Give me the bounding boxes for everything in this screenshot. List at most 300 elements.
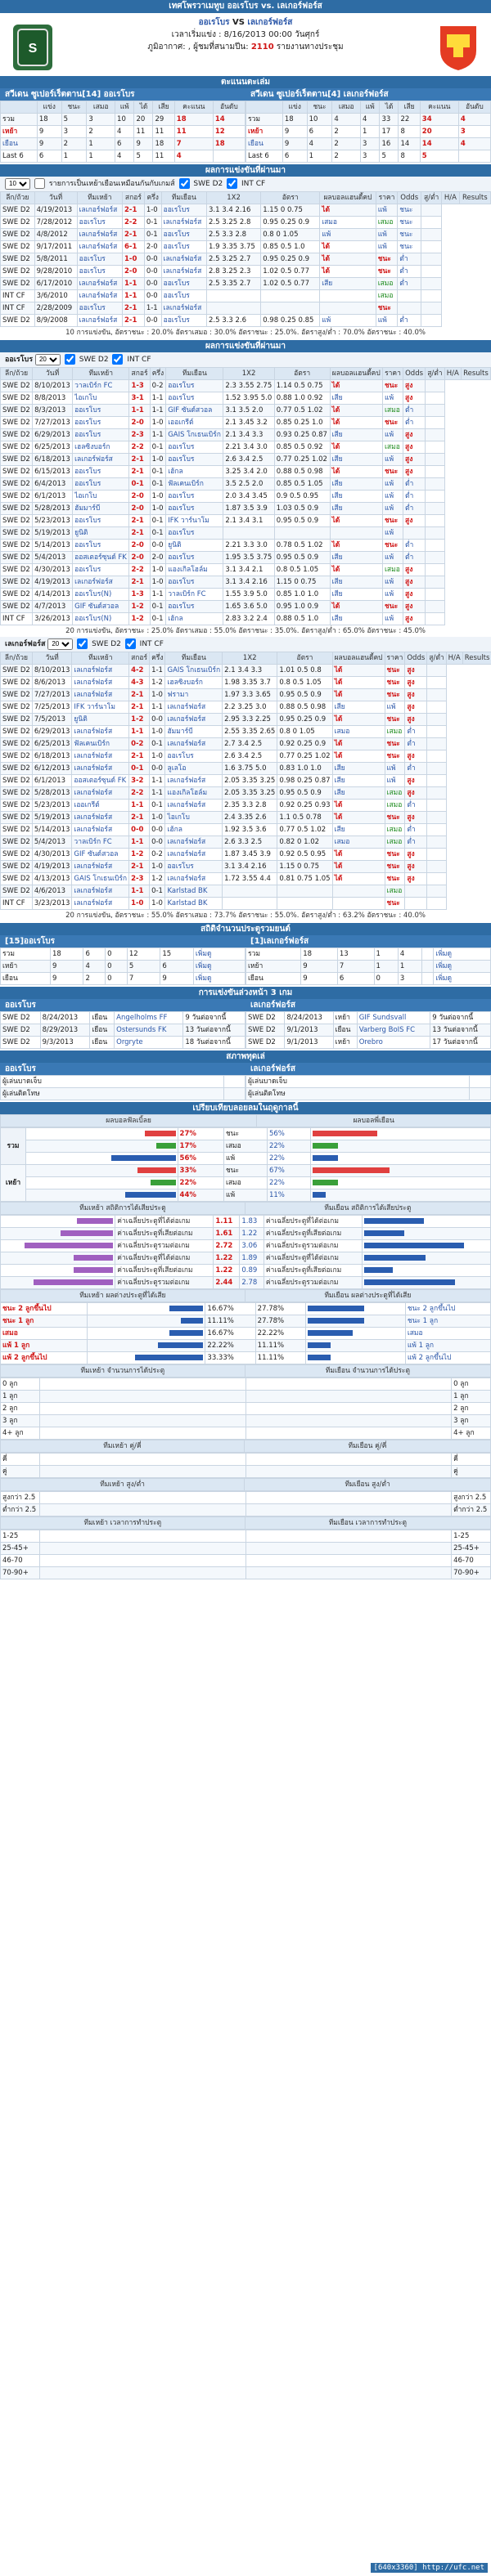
odds-value: 2.0 xyxy=(251,405,264,414)
match-col-header: อัตรา xyxy=(277,652,332,665)
odds-value: 2.5 xyxy=(208,230,223,239)
match-row[interactable] xyxy=(1,253,491,266)
count-bar-right xyxy=(246,1427,452,1440)
standings-cell: 14 xyxy=(399,138,420,150)
diff-bar-right xyxy=(305,1315,405,1328)
odds-value: 2.5 xyxy=(208,316,223,325)
match-extra xyxy=(421,241,442,253)
home-int-cf-checkbox[interactable] xyxy=(112,354,123,365)
match-row[interactable] xyxy=(1,527,491,540)
home-team-name[interactable]: ออเรโบร xyxy=(198,18,230,27)
ou-row-label: รวม xyxy=(1,948,51,961)
match-extra xyxy=(426,441,445,454)
match-handicap xyxy=(261,204,320,217)
match-hdp-result: ได้ xyxy=(332,750,385,763)
home-swe-d2-label: SWE D2 xyxy=(79,356,109,364)
home-recent-filter-bar xyxy=(0,352,491,367)
standings-cell: 5 xyxy=(134,150,153,163)
match-handicap xyxy=(277,885,332,898)
match-row[interactable] xyxy=(1,738,491,750)
match-score: 2-0 xyxy=(129,503,150,515)
upcoming-row[interactable] xyxy=(1,1037,246,1049)
match-ou-result: สูง xyxy=(405,873,427,885)
same-venue-checkbox[interactable] xyxy=(34,178,45,189)
match-date: 8/3/2013 xyxy=(33,405,73,417)
match-half-score: 1-0 xyxy=(144,204,161,217)
handicap-value: 1.15 xyxy=(263,205,281,214)
match-score: 3-2 xyxy=(129,775,150,787)
match-hdp-result: เสีย xyxy=(330,503,383,515)
match-half-score: 1-2 xyxy=(150,677,165,689)
match-row[interactable] xyxy=(1,836,491,849)
odds-value: 5.0 xyxy=(255,764,267,773)
match-result: แพ้ xyxy=(385,701,405,714)
match-handicap xyxy=(277,701,332,714)
match-result: แพ้ xyxy=(383,552,403,564)
standings-row-label: เหย้า xyxy=(1,126,38,138)
match-col-header: ราคา xyxy=(385,652,405,665)
standings-col-header: อันดับ xyxy=(213,101,245,114)
match-ou-result: ต่ำ xyxy=(405,726,427,738)
match-date: 8/10/2013 xyxy=(32,665,72,677)
match-extra xyxy=(421,253,442,266)
odds-value: 3.35 xyxy=(241,788,260,797)
match-home-team: เลเกอร์ฟอร์ส xyxy=(77,241,122,253)
match-date: 6/1/2013 xyxy=(32,775,72,787)
handicap-value: 1.15 xyxy=(276,577,295,586)
compare-group-label: รวม xyxy=(1,1128,26,1165)
match-league: SWE D2 xyxy=(1,454,33,466)
match-row[interactable] xyxy=(1,763,491,775)
match-extra xyxy=(427,714,446,726)
odds-value: 1.95 xyxy=(225,553,244,562)
match-result: ชนะ xyxy=(383,515,403,527)
match-half-score: 1-0 xyxy=(150,812,165,824)
match-row[interactable] xyxy=(1,800,491,812)
match-row[interactable] xyxy=(1,478,491,491)
match-row[interactable] xyxy=(1,266,491,278)
match-extra xyxy=(421,290,442,302)
home-recent-team: ออเรโบร xyxy=(5,356,34,364)
away-swe-d2-checkbox[interactable] xyxy=(77,638,88,649)
match-row[interactable] xyxy=(1,861,491,873)
match-league: SWE D2 xyxy=(1,812,33,824)
away-team-name[interactable]: เลเกอร์ฟอร์ส xyxy=(247,18,293,27)
ou-row-label: เหย้า xyxy=(246,961,301,973)
compare-bar-right xyxy=(311,1128,491,1140)
diff-left-value: 11.11% xyxy=(205,1315,255,1328)
match-league: SWE D2 xyxy=(1,564,33,576)
match-league: SWE D2 xyxy=(1,589,33,601)
odds-value: 3.65 xyxy=(255,690,271,699)
match-ou-result: สูง xyxy=(403,613,426,625)
match-result: เสมอ xyxy=(376,290,398,302)
ou-cell: 0 xyxy=(106,973,128,985)
away-recent-table xyxy=(0,652,491,910)
lineup-title: สภาพทุดเล่ xyxy=(0,1051,491,1063)
match-row[interactable] xyxy=(1,290,491,302)
match-row[interactable] xyxy=(1,714,491,726)
ou-cell xyxy=(422,973,434,985)
match-row[interactable] xyxy=(1,302,491,315)
match-half-score: 0-1 xyxy=(150,613,166,625)
h2h-section xyxy=(0,164,491,338)
match-odds xyxy=(206,290,260,302)
match-row[interactable] xyxy=(1,552,491,564)
match-away-team: ออเรโบร xyxy=(161,204,206,217)
match-row[interactable] xyxy=(1,392,491,405)
handicap-value: 0.25 xyxy=(294,430,313,439)
match-date: 4/7/2013 xyxy=(33,601,73,613)
match-half-score: 1-1 xyxy=(150,589,166,601)
goal-label-right: ค่าเฉลี่ยประตูรวมต่อเกม xyxy=(264,1240,362,1252)
match-handicap xyxy=(274,417,330,429)
goal-label-right: ค่าเฉลี่ยประตูที่ได้ต่อเกม xyxy=(264,1252,362,1265)
match-row[interactable] xyxy=(1,491,491,503)
compare-right-value: 56% xyxy=(267,1128,310,1140)
match-result: ชนะ xyxy=(385,812,405,824)
match-row[interactable] xyxy=(1,315,491,327)
match-score: 4-2 xyxy=(129,665,150,677)
ou-more-link[interactable]: เพิ่มดู xyxy=(434,948,491,961)
match-date: 6/15/2013 xyxy=(33,466,73,478)
match-row[interactable] xyxy=(1,405,491,417)
match-away-team: เลเกอร์ฟอร์ส xyxy=(165,836,223,849)
match-odds xyxy=(223,885,277,898)
match-league: INT CF xyxy=(1,290,35,302)
match-date: 5/8/2011 xyxy=(34,253,77,266)
match-row[interactable] xyxy=(1,787,491,800)
odds-value: 3.5 xyxy=(241,825,255,834)
match-row[interactable] xyxy=(1,217,491,229)
count-label-right: 2 ลูก xyxy=(452,1403,491,1415)
match-row[interactable] xyxy=(1,429,491,441)
goal-right-value: 1.89 xyxy=(240,1252,264,1265)
match-row[interactable] xyxy=(1,241,491,253)
match-row[interactable] xyxy=(1,726,491,738)
match-league: SWE D2 xyxy=(1,241,35,253)
diff-right-value: 22.22% xyxy=(255,1328,305,1340)
standings-cell: 7 xyxy=(174,138,213,150)
handicap-value: 0.92 xyxy=(279,849,297,858)
over-under-bar-right xyxy=(246,1492,452,1504)
match-result: แพ้ xyxy=(383,429,403,441)
match-handicap xyxy=(277,738,332,750)
match-row[interactable] xyxy=(1,417,491,429)
match-hdp-result: ได้ xyxy=(332,861,385,873)
match-odds xyxy=(223,454,274,466)
match-col-header: วันที่ xyxy=(33,368,73,380)
match-home-team: ออเรโบร xyxy=(77,253,122,266)
ou-more-link[interactable]: เพิ่มดู xyxy=(434,973,491,985)
ou-more-link[interactable]: เพิ่มดู xyxy=(193,973,245,985)
match-row[interactable] xyxy=(1,750,491,763)
match-score: 2-1 xyxy=(129,689,150,701)
compare-bar-right xyxy=(311,1165,491,1177)
goal-time-bar-right xyxy=(246,1567,452,1579)
match-row[interactable] xyxy=(1,229,491,241)
handicap-value: 0 xyxy=(276,230,283,239)
compare-bar-right-fill xyxy=(313,1131,376,1136)
handicap-value: 1.0 xyxy=(307,614,319,623)
match-extra xyxy=(426,527,445,540)
match-handicap xyxy=(274,478,330,491)
match-league: SWE D2 xyxy=(1,204,35,217)
match-handicap xyxy=(277,677,332,689)
match-col-header: ทีมเยือน xyxy=(165,652,223,665)
match-hdp-result: เสีย xyxy=(330,491,383,503)
lineup-row xyxy=(1,1076,246,1088)
diff-label: เสมอ xyxy=(1,1328,88,1340)
match-date: 5/23/2013 xyxy=(32,800,72,812)
match-row[interactable] xyxy=(1,278,491,290)
count-bar-left xyxy=(39,1391,246,1403)
goal-time-label-left: 25-45+ xyxy=(1,1543,40,1555)
handicap-value: 0.92 xyxy=(279,800,297,809)
match-row[interactable] xyxy=(1,689,491,701)
odds-value: 3.35 xyxy=(237,813,255,822)
match-ou-result: ต่ำ xyxy=(398,253,421,266)
match-row[interactable] xyxy=(1,824,491,836)
standings-cell: 9 xyxy=(37,126,61,138)
match-half-score: 0-0 xyxy=(144,290,161,302)
match-league: SWE D2 xyxy=(1,229,35,241)
match-row[interactable] xyxy=(1,466,491,478)
match-home-team: GAIS โกเธนเบิร์ก xyxy=(72,873,129,885)
upcoming-row[interactable] xyxy=(246,1037,491,1049)
odds-value: 2.0 xyxy=(256,467,268,476)
match-odds xyxy=(206,204,260,217)
diff-left-value: 16.67% xyxy=(205,1328,255,1340)
match-row[interactable] xyxy=(1,665,491,677)
match-row[interactable] xyxy=(1,885,491,898)
odds-value: 3.6 xyxy=(255,825,267,834)
ou-more-link[interactable]: เพิ่มดู xyxy=(434,961,491,973)
upcoming-cell: เยือน xyxy=(333,1024,357,1037)
match-row[interactable] xyxy=(1,503,491,515)
match-home-team: เลเกอร์ฟอร์ส xyxy=(72,726,129,738)
match-row[interactable] xyxy=(1,515,491,527)
match-league: SWE D2 xyxy=(1,392,33,405)
match-row[interactable] xyxy=(1,613,491,625)
over-under-label-left: สูงกว่า 2.5 xyxy=(1,1492,40,1504)
match-home-team: ออเรโบร xyxy=(77,302,122,315)
ou-right-header: ทีมเยือน สูง/ต่ำ xyxy=(245,1479,491,1491)
standings-row xyxy=(246,150,491,163)
match-row[interactable] xyxy=(1,589,491,601)
handicap-value: 0.85 xyxy=(276,589,295,598)
ou-more-link[interactable]: เพิ่มดู xyxy=(193,961,245,973)
standings-home-caption: สวีเดน ซูเปอร์เร็ตตาน[14] ออเรโบร xyxy=(0,88,246,101)
match-hdp-result: ได้ xyxy=(332,665,385,677)
upcoming-row[interactable] xyxy=(1,1012,246,1024)
match-row[interactable] xyxy=(1,775,491,787)
home-recent-count-select[interactable] xyxy=(35,354,61,365)
upcoming-row[interactable] xyxy=(1,1024,246,1037)
match-row[interactable] xyxy=(1,873,491,885)
match-league: SWE D2 xyxy=(1,726,33,738)
handicap-value: 0.5 xyxy=(294,405,308,414)
handicap-value: 0.93 xyxy=(314,800,331,809)
match-league: SWE D2 xyxy=(1,836,33,849)
count-bar-right xyxy=(246,1403,452,1415)
match-score: 1-1 xyxy=(129,800,150,812)
match-half-score: 0-1 xyxy=(150,885,165,898)
match-result: แพ้ xyxy=(383,503,403,515)
handicap-value: 0.87 xyxy=(312,430,327,439)
standings-cell: 18 xyxy=(37,114,61,126)
upcoming-cell: SWE D2 xyxy=(1,1024,41,1037)
match-league: SWE D2 xyxy=(1,677,33,689)
match-away-team: ฮัมมาร์บี xyxy=(165,726,223,738)
match-extra xyxy=(421,266,442,278)
match-score: 2-2 xyxy=(129,441,150,454)
match-extra xyxy=(426,405,445,417)
match-row[interactable] xyxy=(1,849,491,861)
handicap-value: 0.88 xyxy=(276,614,295,623)
diff-bar-right xyxy=(305,1352,405,1364)
odds-value: 3.5 xyxy=(225,479,239,488)
upcoming-row[interactable] xyxy=(246,1012,491,1024)
ou-more-link[interactable]: เพิ่มดู xyxy=(193,948,245,961)
match-odds xyxy=(206,266,260,278)
match-extra xyxy=(421,204,442,217)
match-row[interactable] xyxy=(1,576,491,589)
match-date: 5/4/2013 xyxy=(32,836,72,849)
odds-value: 3.3 xyxy=(237,837,251,846)
match-half-score: 1-1 xyxy=(150,405,166,417)
match-row[interactable] xyxy=(1,204,491,217)
ou-cell: 7 xyxy=(337,961,374,973)
match-score: 1-1 xyxy=(123,290,145,302)
match-half-score: 0-0 xyxy=(150,763,165,775)
match-odds xyxy=(223,441,274,454)
standings-away-caption: สวีเดน ซูเปอร์เร็ตตาน[4] เลเกอร์ฟอร์ส xyxy=(246,88,491,101)
compare-bar-row xyxy=(1,1177,491,1189)
ou-cell: 6 xyxy=(337,973,374,985)
compare-left-header: ผลบอลฟัลเบิ้ลย xyxy=(1,1115,257,1127)
lineup-row xyxy=(246,1088,491,1100)
standings-col-header: เสมอ xyxy=(332,101,361,114)
match-result: แพ้ xyxy=(376,315,398,327)
handicap-value: 0.75 xyxy=(296,874,315,883)
goal-time-label-right: 1-25 xyxy=(452,1530,491,1543)
match-row[interactable] xyxy=(1,701,491,714)
swe-d2-label: SWE D2 xyxy=(193,180,223,188)
handicap-value: 1.02 xyxy=(314,751,331,760)
match-extra xyxy=(426,380,445,392)
standings-row xyxy=(1,150,246,163)
upcoming-row[interactable] xyxy=(246,1024,491,1037)
match-row[interactable] xyxy=(1,540,491,552)
compare-bar-label: เสมอ xyxy=(223,1177,267,1189)
handicap-value: 1.05 xyxy=(305,678,322,687)
standings-cell: 9 xyxy=(282,138,307,150)
match-half-score: 0-0 xyxy=(150,824,165,836)
match-hdp-result: เสีย xyxy=(330,589,383,601)
match-score: 2-0 xyxy=(123,266,145,278)
swe-d2-checkbox[interactable] xyxy=(179,178,190,189)
ou-cell: 0 xyxy=(374,973,398,985)
diff-label: แพ้ 1 ลูก xyxy=(1,1340,88,1352)
away-recent-count-select[interactable] xyxy=(47,638,73,650)
count-row xyxy=(1,1415,491,1427)
match-half-score: 1-0 xyxy=(150,726,165,738)
standings-row xyxy=(246,114,491,126)
match-date: 6/29/2013 xyxy=(33,429,73,441)
goal-bar-right xyxy=(362,1228,490,1240)
match-league: INT CF xyxy=(1,613,33,625)
diff-label: ชนะ 2 ลูกขึ้นไป xyxy=(1,1303,88,1315)
handicap-value: 1.02 xyxy=(263,267,281,276)
match-date: 4/19/2013 xyxy=(34,204,77,217)
match-row[interactable] xyxy=(1,601,491,613)
odds-value: 3.35 xyxy=(241,776,260,785)
match-col-header: Odds xyxy=(403,368,426,380)
match-ou-result: สูง xyxy=(405,849,427,861)
handicap-value: 1.02 xyxy=(263,279,281,288)
match-row[interactable] xyxy=(1,454,491,466)
match-ou-result: ต่ำ xyxy=(403,405,426,417)
match-row[interactable] xyxy=(1,677,491,689)
handicap-value: 0.5 xyxy=(294,614,308,623)
standings-cell: 9 xyxy=(282,126,307,138)
odds-value: 2.95 xyxy=(224,715,242,724)
match-home-team: เฮลซิงบอร์ก xyxy=(73,441,129,454)
match-ou-result: ต่ำ xyxy=(398,315,421,327)
match-extra xyxy=(427,885,446,898)
odd-even-row xyxy=(1,1454,491,1466)
handicap-value: 0.8 xyxy=(310,665,322,674)
match-row[interactable] xyxy=(1,380,491,392)
match-result: เสมอ xyxy=(383,564,403,576)
match-col-header: ลีก/ถ้วย xyxy=(1,368,33,380)
match-row[interactable] xyxy=(1,564,491,576)
odds-value: 3.9 xyxy=(256,504,268,513)
odds-value: 2.7 xyxy=(224,739,238,748)
match-extra xyxy=(421,278,442,290)
ou-cell: 9 xyxy=(50,973,83,985)
match-odds xyxy=(206,302,260,315)
match-odds xyxy=(223,380,274,392)
match-row[interactable] xyxy=(1,812,491,824)
match-half-score: 0-0 xyxy=(144,266,161,278)
home-swe-d2-checkbox[interactable] xyxy=(65,354,75,365)
match-result: เสมอ xyxy=(383,405,403,417)
match-row[interactable] xyxy=(1,898,491,910)
handicap-value: 1.02 xyxy=(310,825,327,834)
match-extra xyxy=(427,849,446,861)
handicap-value: 0.5 xyxy=(296,690,311,699)
standings-cell: 2 xyxy=(87,126,115,138)
away-int-cf-checkbox[interactable] xyxy=(125,638,136,649)
compare-bar-right-fill xyxy=(313,1155,338,1161)
h2h-count-select[interactable] xyxy=(5,178,30,190)
match-date: 5/14/2013 xyxy=(33,540,73,552)
odds-value: 2.5 xyxy=(238,479,252,488)
match-half-score: 0-1 xyxy=(150,601,166,613)
match-league: INT CF xyxy=(1,898,33,910)
int-cf-checkbox[interactable] xyxy=(227,178,237,189)
match-ou-result: ต่ำ xyxy=(405,763,427,775)
standings-col-header: ชนะ xyxy=(61,101,87,114)
handicap-value: 0.88 xyxy=(276,393,295,402)
handicap-value: 1.05 xyxy=(314,874,331,883)
handicap-value: 0.78 xyxy=(276,540,295,549)
match-row[interactable] xyxy=(1,441,491,454)
ou-cell xyxy=(422,961,434,973)
match-away-team: เลเกอร์ฟอร์ส xyxy=(165,701,223,714)
